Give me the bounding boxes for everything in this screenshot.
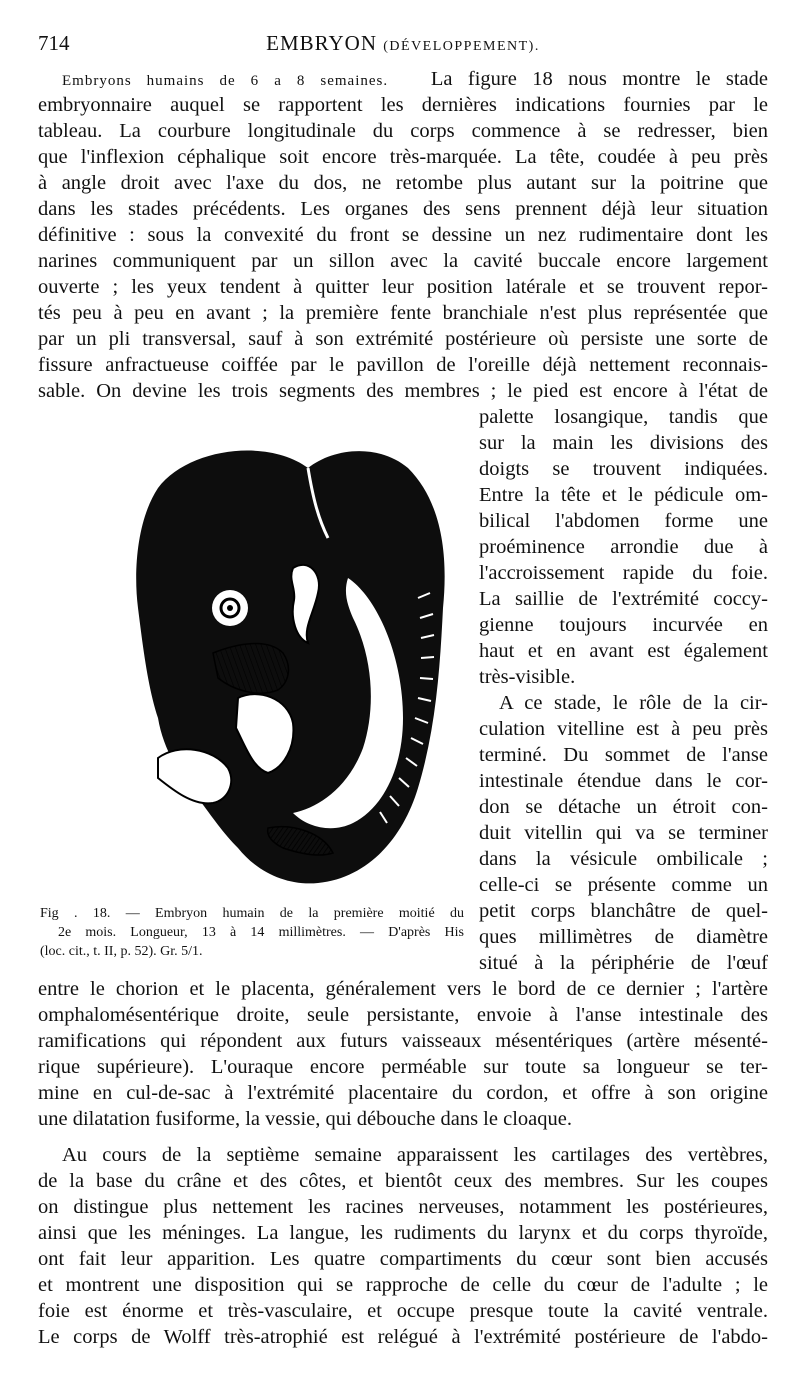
side-line: duit vitellin qui va se terminer: [479, 822, 768, 844]
side-line: Entre la tête et le pédicule om-: [479, 484, 768, 506]
running-title: [38, 28, 768, 62]
para3-line: ont fait leur apparition. Les quatre compartiments du cœur sont bien accusés: [38, 1248, 768, 1270]
para3-line: Le corps de Wolff très-atrophié est relégué à l'extrémité postérieure de l'abdo-: [38, 1326, 768, 1348]
para3-line: de la base du crâne et des côtes, et bientôt ceux des membres. Sur les coupes: [38, 1170, 768, 1192]
side-line: gienne toujours incurvée en: [479, 614, 768, 636]
para2-line: mine en cul-de-sac à l'extrémité placentaire du cordon, et offre à son origine: [38, 1082, 768, 1104]
embryo-figure: [118, 428, 458, 898]
para3-line: foie est énorme et très-vasculaire, et occupe presque toute la cavité ventrale.: [38, 1300, 768, 1322]
caption-line: 2e mois. Longueur, 13 à 14 millimètres. — D'après His: [58, 925, 464, 940]
para1-line: [62, 66, 768, 92]
side-line: petit corps blanchâtre de quel-: [479, 900, 768, 922]
side-line: l'accroissement rapide du foie.: [479, 562, 768, 584]
side-line: sur la main les divisions des: [479, 432, 768, 454]
para1-line: fissure anfractueuse coiffée par le pavillon de l'oreille déjà nettement reconnais-: [38, 354, 768, 376]
para1-line: que l'inflexion céphalique soit encore très-marquée. La tête, coudée à peu près: [38, 146, 768, 168]
para1-line: tableau. La courbure longitudinale du corps commence à se redresser, bien: [38, 120, 768, 142]
para3-line: on distingue plus nettement les racines nerveuses, notamment les postérieures,: [38, 1196, 768, 1218]
side-line: intestinale étendue dans le cor-: [479, 770, 768, 792]
side-line: La saillie de l'extrémité coccy-: [479, 588, 768, 610]
side-line: très-visible.: [479, 666, 576, 688]
para1-line: définitive : sous la convexité du front se dessine un nez rudimentaire dont les: [38, 224, 768, 246]
side-line: dans la vésicule ombilicale ;: [479, 848, 768, 870]
para1-line: dans les stades précédents. Les organes des sens prennent déjà leur situation: [38, 198, 768, 220]
side-line: terminé. Du sommet de l'anse: [479, 744, 768, 766]
caption-line: (loc. cit., t. II, p. 52). Gr. 5/1.: [40, 944, 203, 959]
page-number: 714: [38, 31, 70, 55]
para1-first-text: La figure 18 nous montre le stade: [430, 68, 768, 90]
para1-line: ouverte ; les yeux tendent à quitter leur position latérale et se trouvent repor-: [38, 276, 768, 298]
para3-line: Au cours de la septième semaine apparaissent les cartilages des vertèbres,: [62, 1144, 768, 1166]
para2-line: ramifications qui répondent aux futurs vaisseaux mésentériques (artère mésenté-: [38, 1030, 768, 1052]
figure-caption: [40, 904, 464, 961]
embryo-body: [136, 451, 444, 884]
side-line: don se détache un étroit con-: [479, 796, 768, 818]
para2-line: une dilatation fusiforme, la vessie, qui débouche dans le cloaque.: [38, 1108, 572, 1130]
header-title: EMBRYON: [266, 31, 377, 55]
side-line: ques millimètres de diamètre: [479, 926, 768, 948]
side-line: doigts se trouvent indiquées.: [479, 458, 768, 480]
side-line: proéminence arrondie due à: [479, 536, 768, 558]
para1-line: narines communiquent par un sillon avec la cavité buccale encore largement: [38, 250, 768, 272]
para1-line: embryonnaire auquel se rapportent les dernières indications fournies par le: [38, 94, 768, 116]
para3-line: ainsi que les méninges. La langue, les rudiments du larynx et du corps thyroïde,: [38, 1222, 768, 1244]
para3-line: et montrent une disposition qui se rapproche de celle du cœur de l'adulte ; le: [38, 1274, 768, 1296]
side-line: A ce stade, le rôle de la cir-: [499, 692, 768, 714]
para1-line: par un pli transversal, sauf à son extrémité postérieure où persiste une sorte de: [38, 328, 768, 350]
side-line: situé à la périphérie de l'œuf: [479, 952, 768, 974]
side-line: celle-ci se présente comme un: [479, 874, 768, 896]
para1-line: sable. On devine les trois segments des membres ; le pied est encore à l'état de: [38, 380, 768, 402]
side-line: bilical l'abdomen forme une: [479, 510, 768, 532]
side-line: palette losangique, tandis que: [479, 406, 768, 428]
para1-line: à angle droit avec l'axe du dos, ne retombe plus autant sur la poitrine que: [38, 172, 768, 194]
caption-line: Fig . 18. — Embryon humain de la première moitié du: [40, 906, 464, 921]
para2-line: omphalomésentérique droite, seule persistante, envoie à l'anse intestinale des: [38, 1004, 768, 1026]
running-header: [38, 28, 768, 58]
section-heading: Embryons humains de 6 a 8 semaines.: [62, 73, 389, 89]
para2-line: entre le chorion et le placenta, généralement vers le bord de ce dernier ; l'artère: [38, 978, 768, 1000]
para1-line: tés peu à peu en avant ; la première fente branchiale n'est plus représentée que: [38, 302, 768, 324]
para2-line: rique supérieure). L'ouraque encore perméable sur toute sa longueur se ter-: [38, 1056, 768, 1078]
header-subtitle: (DÉVELOPPEMENT).: [383, 39, 540, 54]
side-line: haut et en avant est également: [479, 640, 768, 662]
side-line: culation vitelline est à peu près: [479, 718, 768, 740]
